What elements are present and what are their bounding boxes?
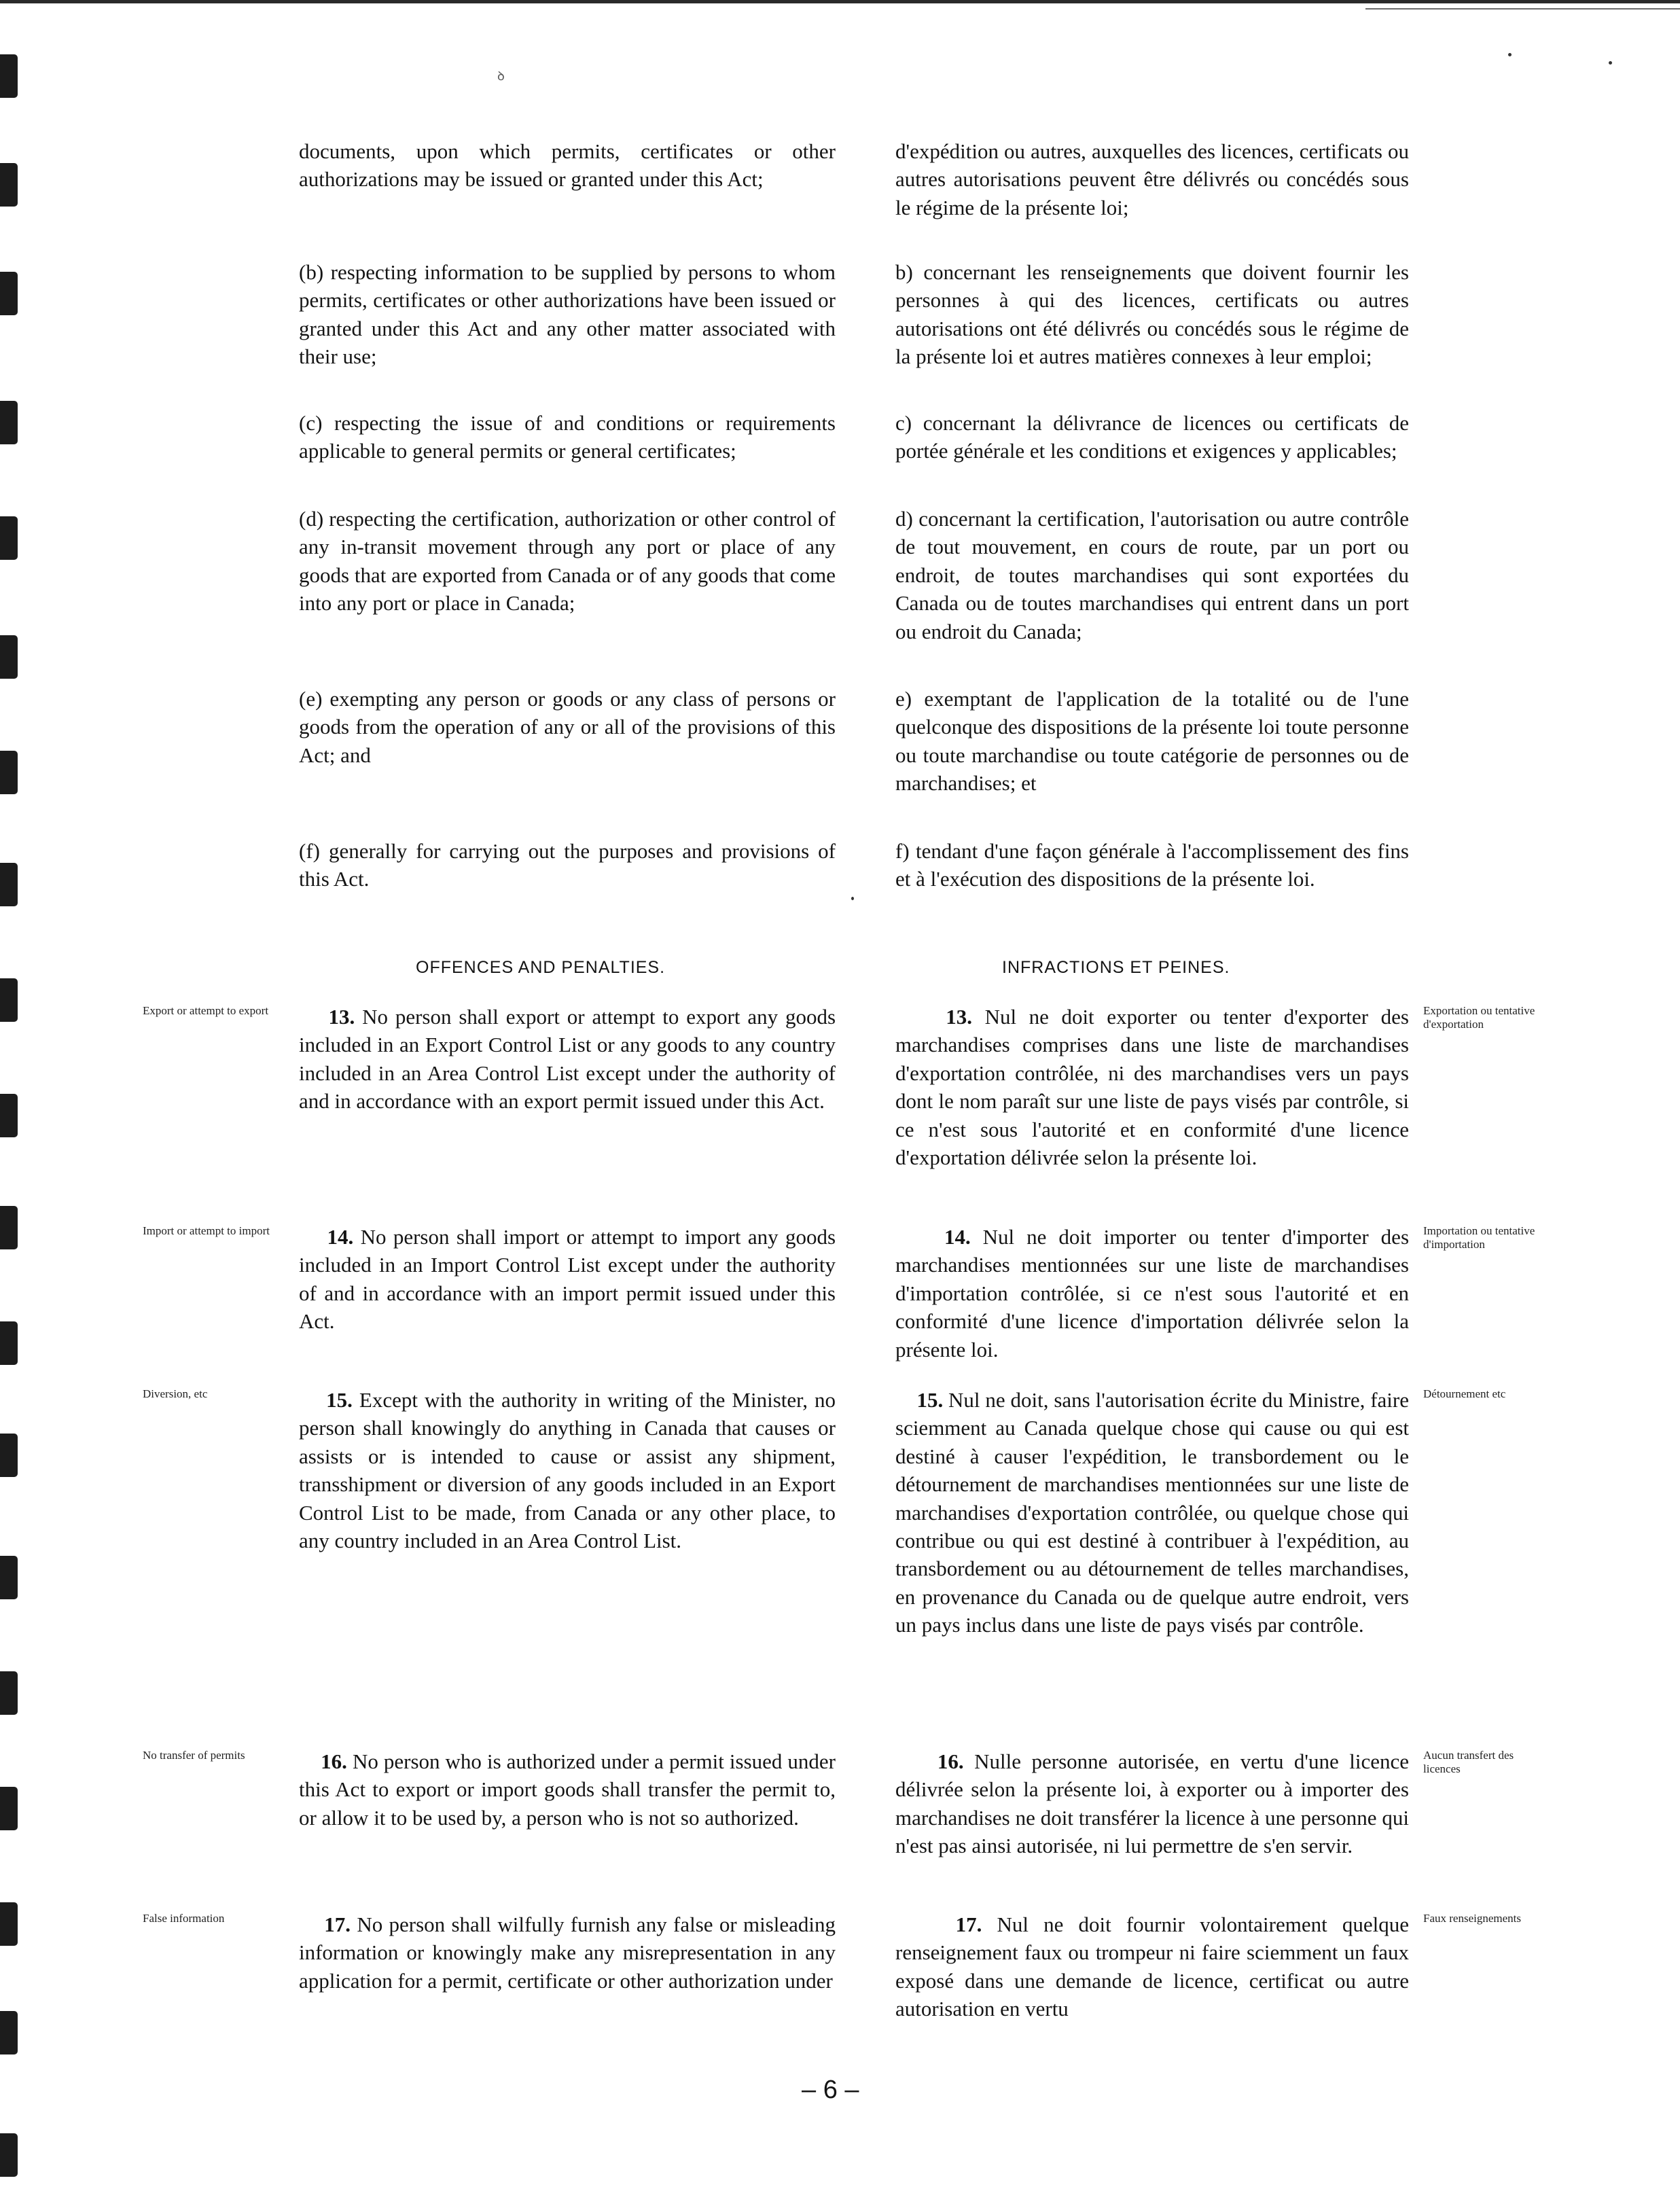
binder-mark	[0, 54, 18, 98]
binder-mark	[0, 401, 18, 444]
binder-mark	[0, 1434, 18, 1477]
margin-note-export: Export or attempt to export	[143, 1004, 269, 1017]
english-intro: documents, upon which permits, certificates or other authorizations may be issued or granted under this Act;	[299, 139, 836, 192]
french-para-f: f) tendant d'une façon générale à l'accomplissement des fins et à l'exécution des dispositions de la présente loi.	[895, 839, 1409, 891]
scan-speck	[851, 897, 854, 900]
section-number: 13.	[946, 1005, 972, 1029]
binder-mark	[0, 2011, 18, 2054]
english-para-d: (d) respecting the certification, authorization or other control of any in-transit movement through any port or place of any goods that are exported from Canada or of any goods that come into any port or place in Canada;	[299, 507, 836, 616]
section-number: 16.	[937, 1749, 964, 1773]
section-text: Nulle personne autorisée, en vertu d'une licence délivrée selon la présente loi, à exporter ou à importer des marchandises ne doit transférer la licence à une personne qui n'est pas ainsi autorisée, ni lui permettre de s'en servir.	[895, 1749, 1410, 1858]
binder-mark	[0, 516, 18, 560]
section-text: No person shall export or attempt to export any goods included in an Export Control List or any goods to any country included in an Area Control List except under the authority of and in accordance with an export permit issued under this Act.	[299, 1005, 836, 1114]
english-section-17	[299, 1910, 836, 1995]
binder-mark	[0, 1321, 18, 1365]
french-section-17	[895, 1910, 1409, 2023]
margin-note-false-info: False information	[143, 1912, 225, 1925]
section-number: 15.	[326, 1388, 353, 1412]
section-text: Nul ne doit importer ou tenter d'importer des marchandises mentionnées sur une liste de marchandises d'importation contrôlée, si ce n'est sous l'autorité et en conformité d'une licence d'importation délivrée selon la présente loi.	[895, 1225, 1410, 1362]
top-border-right	[1365, 8, 1680, 10]
section-text: No person shall import or attempt to import any goods included in an Import Control List except under the authority of and in accordance with an import permit issued under this Act.	[299, 1225, 836, 1334]
section-number: 14.	[944, 1225, 971, 1249]
french-para-e: e) exemptant de l'application de la totalité ou de l'une quelconque des dispositions de la présente loi toute personne ou toute marchandise ou toute catégorie de personnes ou de marchandises; et	[895, 687, 1409, 796]
binder-mark	[0, 163, 18, 207]
english-para-c: (c) respecting the issue of and conditions or requirements applicable to general permits or general certificates;	[299, 411, 836, 463]
binder-mark	[0, 1902, 18, 1946]
margin-note-import: Import or attempt to import	[143, 1224, 270, 1237]
margin-note-diversion: Diversion, etc	[143, 1387, 208, 1400]
margin-note-exportation: Exportation ou tentative d'exportation	[1423, 1004, 1535, 1031]
section-number: 16.	[321, 1749, 347, 1773]
top-border	[0, 0, 1680, 3]
binder-mark	[0, 978, 18, 1022]
binder-mark	[0, 751, 18, 794]
english-heading: OFFENCES AND PENALTIES.	[416, 958, 666, 977]
english-section-16	[299, 1747, 836, 1832]
french-intro: d'expédition ou autres, auxquelles des licences, certificats ou autres autorisations peuvent être délivrés ou concédés sous le régime de la présente loi;	[895, 139, 1409, 219]
english-section-15	[299, 1386, 836, 1554]
binder-mark	[0, 272, 18, 315]
french-section-13	[895, 1003, 1409, 1171]
binder-mark	[0, 1671, 18, 1715]
section-number: 17.	[955, 1913, 982, 1936]
french-section-14	[895, 1223, 1409, 1364]
english-section-14	[299, 1223, 836, 1336]
scan-speck	[1609, 61, 1612, 65]
scan-mark: ꝺ	[497, 69, 505, 83]
english-section-13	[299, 1003, 836, 1116]
margin-note-detournement: Détournement etc	[1423, 1387, 1506, 1400]
margin-note-importation: Importation ou tentative d'importation	[1423, 1224, 1535, 1251]
french-section-15	[895, 1386, 1409, 1639]
french-para-b: b) concernant les renseignements que doivent fournir les personnes à qui des licences, certificats ou autres autorisations ont été délivrés ou concédés sous le régime de la présente loi et autres matières connexes à leur emploi;	[895, 260, 1409, 369]
scan-speck	[1508, 53, 1512, 56]
margin-note-no-transfer: No transfer of permits	[143, 1749, 245, 1762]
margin-note-aucun-transfert: Aucun transfert des licences	[1423, 1749, 1514, 1775]
binder-mark	[0, 1787, 18, 1830]
english-para-b: (b) respecting information to be supplied by persons to whom permits, certificates or other authorizations have been issued or granted under this Act and any other matter associated with their use;	[299, 260, 836, 369]
section-text: No person who is authorized under a permit issued under this Act to export or import goods shall transfer the permit to, or allow it to be used by, a person who is not so authorized.	[299, 1749, 836, 1830]
french-heading: INFRACTIONS ET PEINES.	[1002, 958, 1230, 977]
section-text: Except with the authority in writing of the Minister, no person shall knowingly do anything in Canada that causes or assists or is intended to cause or assist any shipment, transshipment or diversion of any goods included in an Export Control List to be made, from Canada or any other place, to any country included in an Area Control List.	[299, 1388, 836, 1553]
section-number: 17.	[324, 1913, 351, 1936]
binder-mark	[0, 635, 18, 679]
binder-mark	[0, 1556, 18, 1599]
section-text: No person shall wilfully furnish any false or misleading information or knowingly make any misrepresentation in any application for a permit, certificate or other authorization under	[299, 1913, 836, 1993]
section-text: Nul ne doit fournir volontairement quelque renseignement faux ou trompeur ni faire sciemment un faux exposé dans une demande de licence, certificat ou autre autorisation en vertu	[895, 1913, 1410, 2021]
margin-note-faux-renseignements: Faux renseignements	[1423, 1912, 1521, 1925]
section-number: 15.	[916, 1388, 944, 1412]
binder-mark	[0, 1094, 18, 1137]
french-para-d: d) concernant la certification, l'autorisation ou autre contrôle de tout mouvement, en cours de route, par un port ou endroit, de toutes marchandises qui sont exportées du Canada ou de toutes marchandises qui entrent dans un port ou endroit du Canada;	[895, 507, 1409, 643]
french-section-16	[895, 1747, 1409, 1860]
english-para-f: (f) generally for carrying out the purposes and provisions of this Act.	[299, 839, 836, 891]
binder-mark	[0, 1206, 18, 1249]
page-number: – 6 –	[802, 2076, 859, 2104]
binder-mark	[0, 2133, 18, 2177]
english-para-e: (e) exempting any person or goods or any class of persons or goods from the operation of any or all of the provisions of this Act; and	[299, 687, 836, 767]
section-number: 14.	[327, 1225, 354, 1249]
section-text: Nul ne doit exporter ou tenter d'exporter des marchandises comprises dans une liste de marchandises d'exportation contrôlée, ni des marchandises vers un pays dont le nom paraît sur une liste de pays visés par contrôle, si ce n'est sous l'autorité et en conformité d'une licence d'exportation délivrée selon la présente loi.	[895, 1005, 1409, 1170]
section-text: Nul ne doit, sans l'autorisation écrite du Ministre, faire sciemment au Canada quelque chose qui cause ou qui est destiné à causer l'expédition, le transbordement ou le détournement de marchandises mentionnées sur une liste de marchandises d'exportation contrôlée, ou quelque chose qui contribue ou qui est destiné à contribuer à l'expédition, au transbordement ou au détournement de telles marchandises, en provenance du Canada ou de quelque autre endroit, vers un pays inclus dans une liste de pays visés par contrôle.	[895, 1388, 1409, 1637]
binder-mark	[0, 863, 18, 906]
french-para-c: c) concernant la délivrance de licences ou certificats de portée générale et les conditions et exigences y applicables;	[895, 411, 1409, 463]
section-number: 13.	[328, 1005, 355, 1029]
